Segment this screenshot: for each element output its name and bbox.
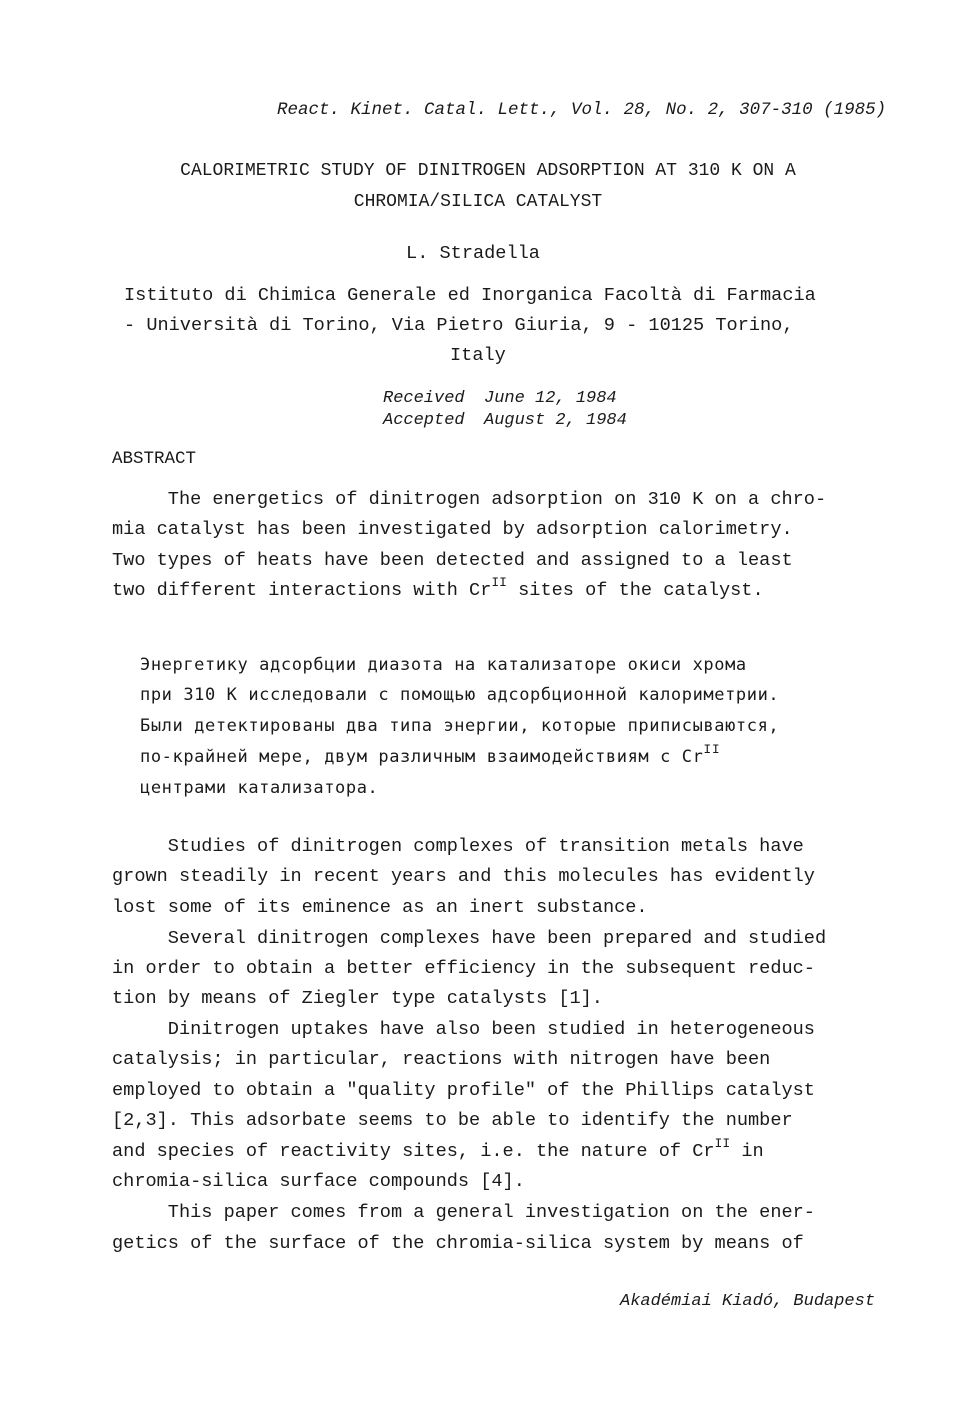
- russian-abstract-line: [140, 742, 721, 767]
- body-line: Several dinitrogen complexes have been prepared and studied: [112, 928, 827, 949]
- abstract-line: mia catalyst has been investigated by adsorption calorimetry.: [112, 519, 793, 540]
- received-date: June 12, 1984: [484, 389, 617, 408]
- paper-title-line-1: CALORIMETRIC STUDY OF DINITROGEN ADSORPTION AT 310 K ON A: [180, 161, 796, 181]
- publisher-footer: Akadémiai Kiadó, Budapest: [620, 1292, 876, 1311]
- accepted-date: August 2, 1984: [484, 411, 627, 430]
- russian-text: по-крайней мере, двум различным взаимодействиям с Cr: [140, 747, 704, 767]
- affiliation-line-1: Istituto di Chimica Generale ed Inorganica Facoltà di Farmacia: [124, 285, 816, 306]
- paper-title-line-2: CHROMIA/SILICA CATALYST: [353, 192, 603, 212]
- body-line: employed to obtain a "quality profile" of the Phillips catalyst: [112, 1080, 815, 1101]
- body-line: This paper comes from a general investigation on the ener-: [112, 1202, 815, 1223]
- accepted-label: Accepted: [383, 411, 465, 430]
- body-line: Dinitrogen uptakes have also been studied in heterogeneous: [112, 1019, 815, 1040]
- received-label: Received: [383, 389, 465, 408]
- affiliation-line-2: - Università di Torino, Via Pietro Giuria, 9 - 10125 Torino,: [124, 315, 794, 336]
- body-text: in: [730, 1141, 764, 1162]
- abstract-text: sites of the catalyst.: [506, 580, 764, 601]
- author: L. Stradella: [406, 243, 540, 264]
- russian-abstract-line: Были детектированы два типа энергии, которые приписываются,: [140, 716, 780, 736]
- abstract-heading: ABSTRACT: [112, 449, 197, 469]
- body-line: catalysis; in particular, reactions with nitrogen have been: [112, 1049, 771, 1070]
- abstract-line: The energetics of dinitrogen adsorption on 310 K on a chro-: [112, 489, 827, 510]
- journal-citation: React. Kinet. Catal. Lett., Vol. 28, No. 2, 307-310 (1985): [277, 100, 887, 120]
- russian-abstract-line: центрами катализатора.: [140, 778, 379, 798]
- body-line: [112, 1136, 764, 1162]
- body-text: and species of reactivity sites, i.e. the nature of Cr: [112, 1141, 715, 1162]
- abstract-text: two different interactions with Cr: [112, 580, 492, 601]
- body-line: grown steadily in recent years and this molecules has evidently: [112, 866, 815, 887]
- body-line: tion by means of Ziegler type catalysts [1].: [112, 988, 603, 1009]
- body-line: chromia-silica surface compounds [4].: [112, 1171, 525, 1192]
- russian-abstract-line: при 310 К исследовали с помощью адсорбционной калориметрии.: [140, 685, 780, 705]
- abstract-line: Two types of heats have been detected and assigned to a least: [112, 550, 793, 571]
- superscript: II: [491, 575, 507, 590]
- body-line: Studies of dinitrogen complexes of transition metals have: [112, 836, 804, 857]
- affiliation-line-3: Italy: [450, 345, 506, 366]
- body-line: [2,3]. This adsorbate seems to be able to identify the number: [112, 1110, 793, 1131]
- body-line: getics of the surface of the chromia-silica system by means of: [112, 1233, 804, 1254]
- superscript: II: [714, 1136, 731, 1151]
- body-line: lost some of its eminence as an inert substance.: [112, 897, 648, 918]
- russian-abstract-line: Энергетику адсорбции диазота на катализаторе окиси хрома: [140, 655, 747, 675]
- superscript: II: [703, 742, 721, 757]
- abstract-line: [112, 575, 764, 601]
- body-line: in order to obtain a better efficiency in the subsequent reduc-: [112, 958, 815, 979]
